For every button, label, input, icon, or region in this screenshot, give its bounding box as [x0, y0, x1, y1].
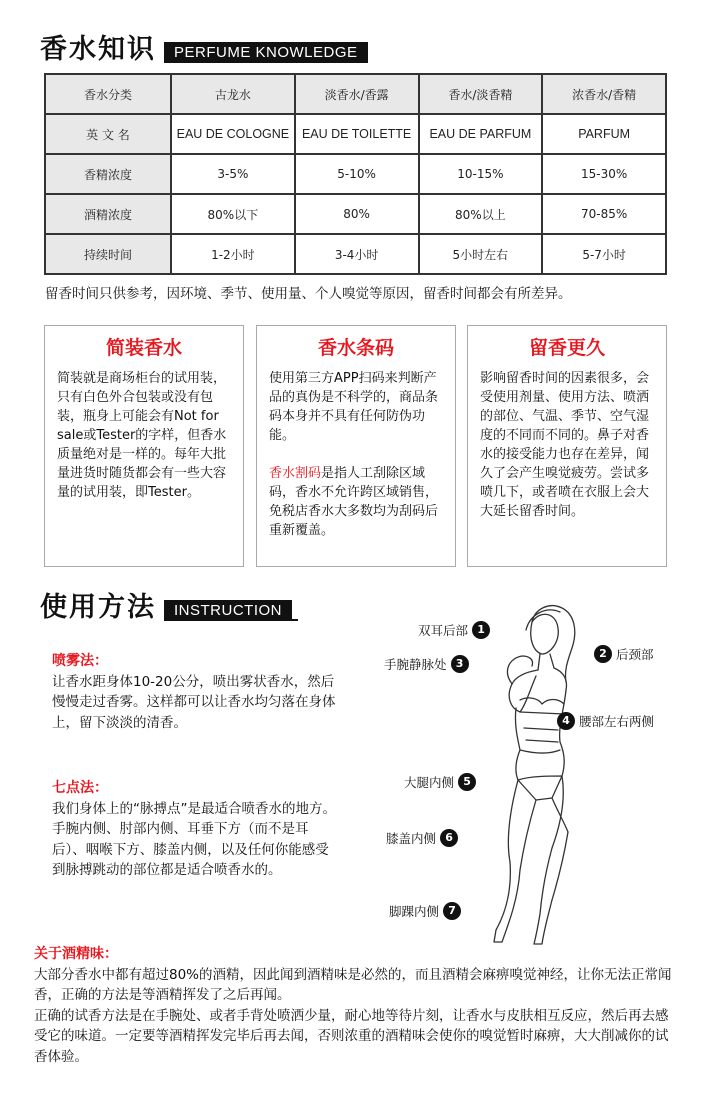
instruction-title-en: INSTRUCTION [164, 600, 292, 621]
point-label: 双耳后部 [418, 623, 469, 638]
table-cell: 80%以下 [171, 194, 295, 234]
table-cell: EAU DE TOILETTE [295, 114, 419, 154]
table-cell: 15-30% [542, 154, 666, 194]
table-cell: 70-85% [542, 194, 666, 234]
point-label: 手腕静脉处 [384, 657, 447, 672]
table-cell: 80%以上 [419, 194, 543, 234]
number-badge: 7 [443, 902, 461, 920]
number-badge: 4 [557, 712, 575, 730]
number-badge: 1 [472, 621, 490, 639]
table-cell: 酒精浓度 [45, 194, 171, 234]
box-title: 香水条码 [317, 337, 394, 359]
knowledge-title-en: PERFUME KNOWLEDGE [164, 42, 368, 63]
pulse-point-4 [557, 712, 654, 730]
pulse-point-3 [384, 655, 469, 673]
box-longer-lasting [467, 325, 667, 567]
table-cell: 香精浓度 [45, 154, 171, 194]
table-cell: PARFUM [542, 114, 666, 154]
divider [164, 61, 364, 63]
box-text: 影响留香时间的因素很多，会受使用剂量、使用方法、喷洒的部位、气温、季节、空气湿度的不同而不同的。鼻子对香水的接受能力也存在差异，闻久了会产生嗅觉疲劳。尝试多喷几下，或者喷在衣服上会大大延长留香时间。 [480, 371, 650, 519]
pulse-point-5 [404, 773, 476, 791]
table-cell: 10-15% [419, 154, 543, 194]
point-label: 后颈部 [616, 647, 654, 662]
table-cell: 80% [295, 194, 419, 234]
box-text: 简装就是商场柜台的试用装，只有白色外合包装或没有包装，瓶身上可能会有Not for sale或Tester的字样，但香水质量绝对是一样的。每年大批量进货时随货都会有一些大容量的试用装，即Tester。 [57, 371, 227, 500]
seven-point-method [52, 778, 342, 881]
number-badge: 2 [594, 645, 612, 663]
point-label: 腰部左右两侧 [579, 714, 655, 729]
table-cell: 3-4小时 [295, 234, 419, 274]
box-text-rest: 是指人工刮除区域码，香水不允许跨区域销售，免税店香水大多数均为刮码后重新覆盖。 [269, 466, 439, 538]
table-cell: 淡香水/香露 [295, 74, 419, 114]
alcohol-text-1: 大部分香水中都有超过80%的酒精，因此闻到酒精味是必然的，而且酒精会麻痹嗅觉神经，让你无法正常闻香，正确的方法是等酒精挥发了之后再闻。 [34, 966, 672, 1003]
box-simple-pack [44, 325, 244, 567]
table-cell: 5-10% [295, 154, 419, 194]
table-row [45, 114, 666, 154]
point-label: 脚踝内侧 [389, 904, 440, 919]
number-badge: 6 [440, 829, 458, 847]
table-cell: 1-2小时 [171, 234, 295, 274]
box-title: 简装香水 [105, 337, 182, 359]
table-row [45, 154, 666, 194]
table-cell: 香水分类 [45, 74, 171, 114]
box-text-2 [269, 464, 443, 540]
table-cell: 5小时左右 [419, 234, 543, 274]
table-note: 留香时间只供参考，因环境、季节、使用量、个人嗅觉等原因，留香时间都会有所差异。 [45, 286, 572, 302]
table-cell: 古龙水 [171, 74, 295, 114]
instruction-header [40, 594, 292, 621]
spray-method [52, 651, 342, 733]
alcohol-text-2: 正确的试香方法是在手腕处、或者手背处喷洒少量，耐心地等待片刻，让香水与皮肤相互反应，然后再去感受它的味道。一定要等酒精挥发完毕后再去闻，否则浓重的酒精味会使你的嗅觉暂时麻痹，大大削减你的试香体验。 [34, 1007, 669, 1065]
number-badge: 5 [458, 773, 476, 791]
seven-title: 七点法： [52, 780, 108, 796]
knowledge-title: 香水知识 [40, 34, 156, 65]
highlight-text: 香水割码 [269, 466, 322, 481]
alcohol-section [34, 944, 674, 1067]
table-cell: EAU DE COLOGNE [171, 114, 295, 154]
knowledge-table [44, 73, 667, 275]
point-label: 膝盖内侧 [386, 831, 437, 846]
box-text: 使用第三方APP扫码来判断产品的真伪是不科学的，商品条码本身并不具有任何防伪功能。 [269, 371, 439, 443]
spray-title: 喷雾法： [52, 653, 108, 669]
table-cell: EAU DE PARFUM [419, 114, 543, 154]
table-row [45, 74, 666, 114]
point-label: 大腿内侧 [404, 775, 455, 790]
box-barcode [256, 325, 456, 567]
table-cell: 3-5% [171, 154, 295, 194]
table-row [45, 234, 666, 274]
pulse-point-7 [389, 902, 461, 920]
pulse-point-1 [418, 621, 490, 639]
divider [164, 619, 298, 621]
box-title: 留香更久 [528, 337, 605, 359]
pulse-point-6 [386, 829, 458, 847]
table-cell: 5-7小时 [542, 234, 666, 274]
table-row [45, 194, 666, 234]
table-cell: 持续时间 [45, 234, 171, 274]
pulse-point-2 [594, 645, 654, 663]
knowledge-header [40, 36, 368, 63]
spray-text: 让香水距身体10-20公分，喷出雾状香水，然后慢慢走过香雾。这样都可以让香水均匀落在身体上，留下淡淡的清香。 [52, 673, 336, 731]
table-cell: 英 文 名 [45, 114, 171, 154]
instruction-title: 使用方法 [40, 592, 156, 623]
table-cell: 浓香水/香精 [542, 74, 666, 114]
seven-text: 我们身体上的“脉搏点”是最适合喷香水的地方。手腕内侧、肘部内侧、耳垂下方（而不是耳后）、咽喉下方、膝盖内侧，以及任何你能感受到脉搏跳动的部位都是适合喷香水的。 [52, 800, 336, 878]
number-badge: 3 [451, 655, 469, 673]
table-cell: 香水/淡香精 [419, 74, 543, 114]
alcohol-title: 关于酒精味： [34, 946, 118, 962]
